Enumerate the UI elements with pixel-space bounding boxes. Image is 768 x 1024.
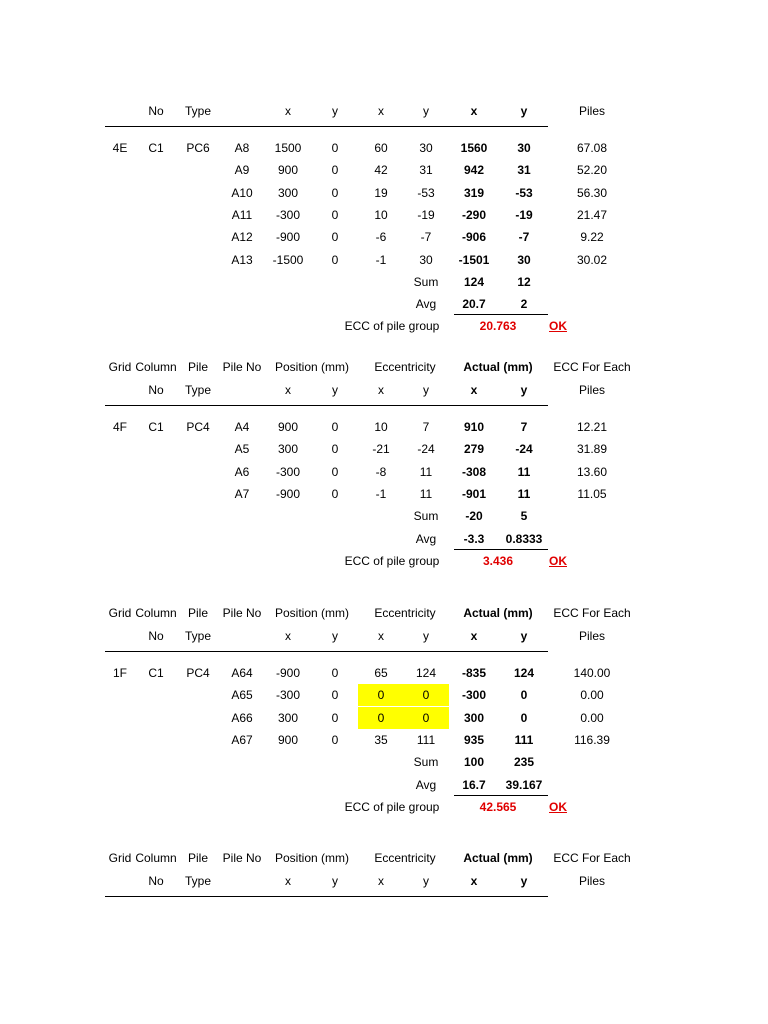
table-row-cell: 0 (331, 666, 339, 680)
table-row-cell: 31.89 (576, 442, 608, 457)
header-cell: Eccentricity (374, 606, 436, 620)
header-cell: y (332, 874, 338, 888)
table-row-cell: 13.60 (576, 464, 608, 479)
table-row-cell: 67.08 (576, 141, 608, 155)
table-row-cell: 935 (463, 732, 485, 747)
table-row-cell: 900 (277, 732, 299, 747)
grid-label: 1F (112, 666, 128, 680)
table-row-cell: 0 (422, 688, 430, 703)
header-cell: Column (135, 851, 177, 865)
header-cell: Type (184, 383, 212, 397)
table-row-cell: 0 (331, 252, 339, 267)
table-row-cell: 30 (517, 141, 531, 155)
table-row-cell: 7 (422, 420, 430, 434)
avg-x: 20.7 (462, 297, 486, 312)
avg-y: 2 (520, 297, 528, 312)
header-cell: Eccentricity (374, 851, 436, 865)
table-row-cell: 56.30 (576, 185, 608, 200)
table-row-cell: -8 (375, 464, 387, 479)
table-row-cell: -1 (375, 486, 387, 501)
sum-underline (454, 795, 548, 796)
header-cell: y (520, 104, 528, 118)
table-row-cell: 30.02 (576, 252, 608, 267)
table-row-cell: A12 (231, 230, 253, 245)
table-row-cell: 942 (463, 163, 485, 178)
table-row-cell: -21 (372, 442, 390, 457)
avg-y: 0.8333 (505, 531, 543, 546)
pile-type: PC4 (186, 666, 210, 680)
table-row-cell: -19 (515, 207, 533, 222)
header-cell: No (148, 629, 164, 643)
header-cell: Type (184, 104, 212, 118)
table-row-cell: -7 (420, 230, 432, 245)
header-cell: x (378, 104, 384, 118)
sum-x: -20 (465, 509, 483, 524)
table-row-cell: 0 (331, 732, 339, 747)
table-row-cell: 0.00 (580, 688, 604, 703)
sum-y: 12 (517, 274, 531, 289)
table-row-cell: 300 (463, 710, 485, 725)
table-row-cell: -7 (518, 230, 530, 245)
table-row-cell: 0 (331, 207, 339, 222)
pile-type: PC6 (186, 141, 210, 155)
column-label: C1 (148, 141, 164, 155)
table-row-cell: -835 (461, 666, 487, 680)
table-row-cell: -19 (417, 207, 435, 222)
header-cell: Piles (578, 104, 606, 118)
table-row-cell: 0 (520, 710, 528, 725)
header-cell: Pile (187, 360, 209, 374)
header-cell: Type (184, 629, 212, 643)
header-underline (105, 405, 548, 406)
table-row-cell: 65 (374, 666, 388, 680)
table-row-cell: 0 (331, 464, 339, 479)
header-cell: Column (135, 606, 177, 620)
sum-underline (454, 314, 548, 315)
header-cell: Piles (578, 629, 606, 643)
table-row-cell: 11 (517, 486, 531, 501)
table-row-cell: -900 (275, 486, 301, 501)
header-cell: y (423, 104, 429, 118)
sum-x: 124 (463, 274, 485, 289)
column-label: C1 (148, 420, 164, 434)
header-cell: x (285, 383, 291, 397)
grid-label: 4F (112, 420, 128, 434)
column-label: C1 (148, 666, 164, 680)
header-cell: Actual (mm) (463, 360, 533, 374)
table-row-cell: 11 (419, 486, 433, 501)
header-underline (105, 126, 548, 127)
table-row-cell: 0 (331, 486, 339, 501)
avg-x: 16.7 (462, 777, 486, 792)
header-cell: ECC For Each (553, 851, 631, 865)
table-row-cell: -300 (275, 688, 301, 703)
table-row-cell: 1560 (460, 141, 488, 155)
table-row-cell: A10 (231, 185, 253, 200)
table-row-cell: 300 (277, 710, 299, 725)
header-cell: y (423, 874, 429, 888)
header-cell: Pile No (222, 851, 262, 865)
avg-label: Avg (415, 531, 437, 546)
table-row-cell: A65 (231, 688, 253, 703)
status-ok: OK (549, 319, 567, 334)
header-cell: Position (mm) (274, 851, 350, 865)
table-row-cell: A6 (234, 464, 250, 479)
table-row-cell: A66 (231, 710, 253, 725)
table-row-cell: 0 (331, 185, 339, 200)
header-cell: Type (184, 874, 212, 888)
avg-x: -3.3 (463, 531, 485, 546)
table-row-cell: 300 (277, 442, 299, 457)
header-cell: y (520, 629, 528, 643)
table-row-cell: 111 (416, 732, 436, 747)
table-row-cell: -24 (515, 442, 533, 457)
sum-y: 235 (513, 755, 535, 770)
table-row-cell: 0.00 (580, 710, 604, 725)
table-row-cell: 116.39 (574, 732, 610, 747)
table-row-cell: A9 (234, 163, 250, 178)
table-row-cell: A67 (231, 732, 253, 747)
sum-y: 5 (520, 509, 528, 524)
table-row-cell: -53 (515, 185, 533, 200)
header-cell: ECC For Each (553, 606, 631, 620)
header-cell: Position (mm) (274, 360, 350, 374)
table-row-cell: 140.00 (573, 666, 611, 680)
table-row-cell: -1500 (272, 252, 304, 267)
table-row-cell: -290 (461, 207, 487, 222)
avg-label: Avg (415, 777, 437, 792)
table-row-cell: 1500 (274, 141, 302, 155)
table-row-cell: -901 (461, 486, 487, 501)
table-row-cell: 30 (419, 141, 433, 155)
header-cell: Grid (108, 606, 132, 620)
header-cell: y (520, 383, 528, 397)
table-row-cell: 60 (374, 141, 388, 155)
header-cell: Piles (578, 874, 606, 888)
header-cell: Actual (mm) (463, 606, 533, 620)
header-cell: Grid (108, 360, 132, 374)
table-row-cell: 21.47 (576, 207, 608, 222)
pile-type: PC4 (186, 420, 210, 434)
avg-y: 39.167 (505, 777, 543, 792)
status-ok: OK (549, 553, 567, 568)
table-row-cell: -906 (461, 230, 487, 245)
ecc-value: 42.565 (479, 799, 517, 814)
header-cell: x (470, 629, 478, 643)
header-cell: x (285, 629, 291, 643)
table-row-cell: -300 (275, 464, 301, 479)
header-cell: Eccentricity (374, 360, 436, 374)
ecc-label: ECC of pile group (344, 319, 440, 334)
ecc-value: 3.436 (482, 553, 514, 568)
table-row-cell: -308 (461, 464, 487, 479)
header-cell: Position (mm) (274, 606, 350, 620)
table-row-cell: 30 (419, 252, 433, 267)
ecc-label: ECC of pile group (344, 799, 440, 814)
table-row-cell: -300 (461, 688, 487, 703)
sum-label: Sum (413, 755, 439, 770)
table-row-cell: 0 (520, 688, 528, 703)
header-cell: x (378, 629, 384, 643)
table-row-cell: -53 (417, 185, 435, 200)
table-row-cell: -300 (275, 207, 301, 222)
table-row-cell: 35 (374, 732, 388, 747)
header-cell: x (285, 104, 291, 118)
header-cell: y (332, 104, 338, 118)
table-row-cell: 319 (463, 185, 485, 200)
table-row-cell: 0 (331, 163, 339, 178)
table-row-cell: 42 (374, 163, 388, 178)
table-row-cell: 279 (463, 442, 485, 457)
header-cell: Actual (mm) (463, 851, 533, 865)
header-cell: Pile No (222, 606, 262, 620)
header-cell: No (148, 104, 164, 118)
header-cell: y (423, 629, 429, 643)
table-row-cell: 900 (277, 420, 299, 434)
header-cell: Pile (187, 851, 209, 865)
sum-underline (454, 549, 548, 550)
sum-x: 100 (463, 755, 485, 770)
table-row-cell: 19 (374, 185, 388, 200)
ecc-value: 20.763 (479, 319, 517, 334)
table-row-cell: 12.21 (576, 420, 608, 434)
header-cell: y (520, 874, 528, 888)
table-row-cell: 7 (520, 420, 528, 434)
table-row-cell: 111 (514, 732, 534, 747)
table-row-cell: -1 (375, 252, 387, 267)
header-underline (105, 651, 548, 652)
table-row-cell: 30 (517, 252, 531, 267)
header-cell: No (148, 874, 164, 888)
table-row-cell: 0 (331, 420, 339, 434)
table-row-cell: A7 (234, 486, 250, 501)
header-cell: Grid (108, 851, 132, 865)
table-row-cell: A5 (234, 442, 250, 457)
table-row-cell: -900 (275, 666, 301, 680)
table-row-cell: 52.20 (576, 163, 608, 178)
header-cell: y (332, 383, 338, 397)
table-row-cell: 0 (331, 230, 339, 245)
table-row-cell: 0 (422, 710, 430, 725)
header-cell: Pile No (222, 360, 262, 374)
ecc-label: ECC of pile group (344, 553, 440, 568)
header-cell: y (332, 629, 338, 643)
header-cell: Pile (187, 606, 209, 620)
table-row-cell: -1501 (458, 252, 490, 267)
table-row-cell: 900 (277, 163, 299, 178)
header-cell: y (423, 383, 429, 397)
table-row-cell: 0 (331, 141, 339, 155)
table-row-cell: 0 (377, 688, 385, 703)
status-ok: OK (549, 799, 567, 814)
table-row-cell: A4 (234, 420, 250, 434)
avg-label: Avg (415, 297, 437, 312)
table-row-cell: 910 (463, 420, 485, 434)
table-row-cell: A13 (231, 252, 253, 267)
table-row-cell: 11 (419, 464, 433, 479)
table-row-cell: -6 (375, 230, 387, 245)
table-row-cell: 31 (517, 163, 531, 178)
table-row-cell: 10 (374, 207, 388, 222)
sum-label: Sum (413, 509, 439, 524)
header-underline (105, 896, 548, 897)
header-cell: Piles (578, 383, 606, 397)
table-row-cell: -24 (417, 442, 435, 457)
table-row-cell: 0 (331, 688, 339, 703)
sum-label: Sum (413, 274, 439, 289)
table-row-cell: 124 (513, 666, 535, 680)
table-row-cell: 300 (277, 185, 299, 200)
header-cell: x (470, 383, 478, 397)
table-row-cell: 0 (331, 442, 339, 457)
table-row-cell: 124 (415, 666, 437, 680)
table-row-cell: A8 (234, 141, 250, 155)
header-cell: x (470, 874, 478, 888)
table-row-cell: A11 (231, 207, 253, 222)
table-row-cell: 10 (374, 420, 388, 434)
table-row-cell: 11.05 (577, 486, 607, 501)
table-row-cell: -900 (275, 230, 301, 245)
header-cell: ECC For Each (553, 360, 631, 374)
table-row-cell: 11 (517, 464, 531, 479)
table-row-cell: 0 (331, 710, 339, 725)
header-cell: x (285, 874, 291, 888)
table-row-cell: 0 (377, 710, 385, 725)
grid-label: 4E (112, 141, 128, 155)
table-row-cell: 31 (419, 163, 433, 178)
header-cell: x (378, 383, 384, 397)
table-row-cell: A64 (231, 666, 253, 680)
table-row-cell: 9.22 (580, 230, 604, 245)
header-cell: x (470, 104, 478, 118)
header-cell: x (378, 874, 384, 888)
header-cell: No (148, 383, 164, 397)
header-cell: Column (135, 360, 177, 374)
